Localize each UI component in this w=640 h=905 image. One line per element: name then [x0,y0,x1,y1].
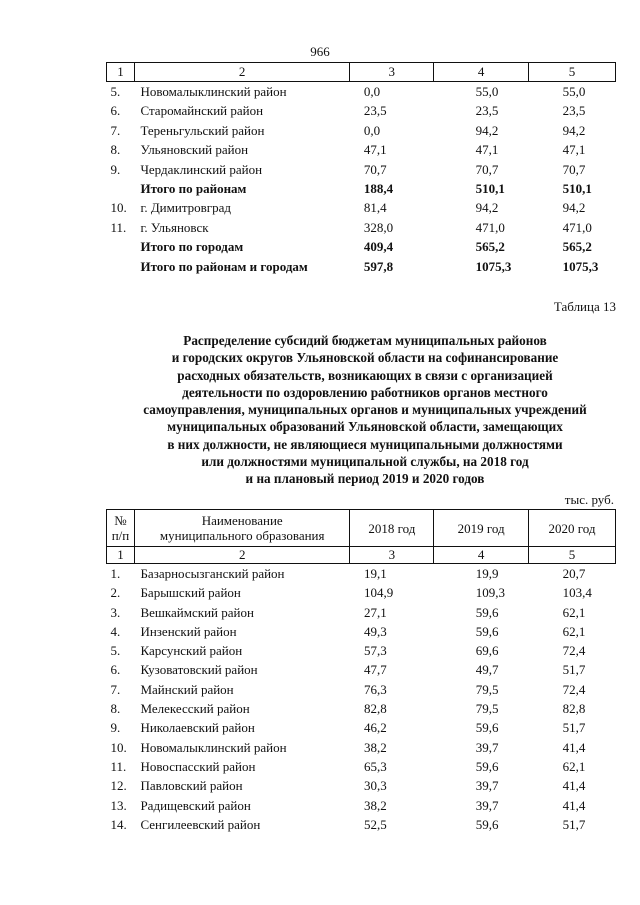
row-number [107,257,135,276]
table-row [107,121,616,140]
municipality-name: Ульяновский район [140,142,249,158]
municipality-name: г. Ульяновск [140,219,209,235]
table-row [107,140,616,159]
table-title [120,332,610,488]
municipality-name: Чердаклинский район [140,161,263,177]
value-2019: 59,6 [475,758,499,774]
municipality-name: Новомалыклинский район [140,84,287,99]
value-2018: 76,3 [363,681,387,697]
value-2020: 103,4 [562,585,592,601]
value-2019: 59,6 [475,604,499,620]
municipality-name: Вешкаймский район [140,604,254,620]
header-name-line2: муниципального образования [159,528,325,543]
title-line: муниципальных образований Ульяновской области, замещающих [167,419,563,435]
municipality-name: Тереньгульский район [140,122,265,138]
value-2019: 79,5 [475,701,499,717]
value-2018: 38,2 [363,739,387,755]
value-2020: 41,4 [562,739,586,755]
value-2020: 510,1 [562,181,592,197]
table-row [107,815,616,834]
municipality-name: Новомалыклинский район [140,739,287,755]
value-2020: 20,7 [562,566,586,581]
value-2020: 70,7 [562,161,586,177]
row-number: 3. [110,604,121,620]
value-2019: 79,5 [475,681,499,697]
column-number: 3 [350,547,434,564]
row-number: 13. [110,797,127,813]
value-2019: 59,6 [475,623,499,639]
value-2018: 46,2 [363,720,387,736]
title-line: и городских округов Ульяновской области на софинансирование [171,350,559,366]
table-row [107,179,616,198]
value-2019: 55,0 [475,84,499,99]
table-row [107,237,616,256]
table-row [107,641,616,660]
value-2019: 39,7 [475,797,499,813]
table-row [107,680,616,699]
value-2019: 39,7 [475,739,499,755]
row-number: 2. [110,585,121,601]
value-2018: 70,7 [363,161,387,177]
value-2019: 1075,3 [475,258,512,274]
value-2018: 57,3 [363,643,387,659]
header-2020: 2020 год [529,510,616,547]
row-number: 10. [110,739,127,755]
value-2019: 39,7 [475,778,499,794]
row-number [107,179,135,198]
units-label: тыс. руб. [564,492,614,507]
value-2020: 51,7 [562,816,586,832]
value-2019: 23,5 [475,103,499,119]
column-number: 1 [107,63,135,82]
row-number: 6. [110,662,121,678]
value-2018: 65,3 [363,758,387,774]
row-number: 14. [110,816,127,832]
table-row [107,738,616,757]
value-2019: 59,6 [475,816,499,832]
row-number: 5. [110,643,121,659]
table-row [107,82,616,102]
value-2020: 82,8 [562,701,586,717]
table-row [107,564,616,584]
value-2019: 471,0 [475,219,505,235]
column-number: 1 [107,547,135,564]
column-number: 3 [350,63,434,82]
value-2020: 565,2 [562,239,592,255]
column-number-row [107,63,616,82]
municipality-name: Барышский район [140,585,241,601]
municipality-name: Итого по городам [140,239,244,255]
page-number: 966 [310,44,330,59]
value-2019: 510,1 [475,181,505,197]
table-row [107,660,616,679]
municipality-name: Базарносызганский район [140,566,285,581]
value-2020: 62,1 [562,623,586,639]
title-line: Распределение субсидий бюджетам муниципальных районов [183,333,547,348]
municipality-name: Инзенский район [140,623,237,639]
value-2018: 328,0 [363,219,394,235]
value-2020: 51,7 [562,662,586,678]
value-2018: 38,2 [363,797,387,813]
column-number: 4 [434,547,529,564]
value-2018: 0,0 [363,84,381,99]
table-row [107,160,616,179]
table-row [107,101,616,120]
title-line: деятельности по оздоровлению работников органов местного [182,384,548,400]
municipality-name: Мелекесский район [140,701,250,717]
value-2020: 41,4 [562,778,586,794]
municipality-name: Николаевский район [140,720,255,736]
table-row [107,776,616,795]
table-label: Таблица 13 [553,299,616,314]
table-row [107,796,616,815]
row-number: 4. [110,623,121,639]
row-number [107,237,135,256]
row-number: 12. [110,778,127,794]
value-2018: 27,1 [363,604,387,620]
value-2019: 70,7 [475,161,499,177]
header-number-line1: № [114,513,127,528]
value-2018: 47,7 [363,662,387,678]
value-2020: 471,0 [562,219,592,235]
municipality-name: Итого по районам и городам [140,258,308,274]
value-2018: 104,9 [363,585,394,601]
value-2020: 72,4 [562,681,586,697]
value-2018: 0,0 [363,122,381,138]
header-name [134,510,349,547]
row-number: 6. [110,103,121,119]
value-2020: 94,2 [562,122,586,138]
municipality-name: Старомайнский район [140,103,264,119]
column-number: 2 [134,547,349,564]
row-number: 7. [110,681,121,697]
row-number: 11. [110,758,127,774]
table-header-row [107,510,616,547]
municipality-name: Итого по районам [140,181,247,197]
value-2020: 47,1 [562,142,586,158]
municipality-name: Карсунский район [140,643,243,659]
header-2018: 2018 год [350,510,434,547]
value-2019: 47,1 [475,142,499,158]
row-number: 8. [110,142,121,158]
municipality-name: Радищевский район [140,797,251,813]
table-row [107,699,616,718]
value-2018: 188,4 [363,181,394,197]
value-2018: 597,8 [363,258,394,274]
subsidy-table [106,509,616,834]
value-2020: 94,2 [562,200,586,216]
value-2020: 1075,3 [562,258,599,274]
column-number: 4 [434,63,529,82]
title-line: или должностями муниципальной службы, на 2018 год [201,454,529,470]
row-number: 1. [110,566,121,581]
value-2018: 49,3 [363,623,387,639]
municipality-name: Павловский район [140,778,243,794]
municipality-name: Майнский район [140,681,234,697]
value-2019: 565,2 [475,239,505,255]
row-number: 10. [110,200,127,216]
title-line: самоуправления, муниципальных органов и муниципальных учреждений [143,402,587,418]
column-number: 2 [134,63,349,82]
value-2020: 41,4 [562,797,586,813]
value-2019: 19,9 [475,566,499,581]
row-number: 9. [110,161,121,177]
value-2018: 409,4 [363,239,394,255]
title-line: в них должности, не являющиеся муниципальными должностями [167,436,563,452]
value-2018: 19,1 [363,566,387,581]
value-2019: 109,3 [475,585,505,601]
column-number: 5 [529,547,616,564]
municipality-name: Кузоватовский район [140,662,258,678]
row-number: 11. [110,219,127,235]
value-2018: 30,3 [363,778,387,794]
table-row [107,583,616,602]
value-2018: 52,5 [363,816,387,832]
continuation-table [106,62,616,276]
header-2019: 2019 год [434,510,529,547]
value-2018: 23,5 [363,103,387,119]
value-2019: 94,2 [475,122,499,138]
value-2020: 72,4 [562,643,586,659]
table-row [107,257,616,276]
header-number-line2: п/п [111,528,130,543]
row-number: 5. [110,84,121,99]
table-row [107,757,616,776]
value-2018: 47,1 [363,142,387,158]
table-row [107,198,616,217]
value-2018: 81,4 [363,200,387,216]
value-2019: 94,2 [475,200,499,216]
column-number-row [107,547,616,564]
title-line: расходных обязательств, возникающих в связи с организацией [177,367,553,383]
value-2020: 62,1 [562,758,586,774]
municipality-name: г. Димитровград [140,200,232,216]
table-row [107,718,616,737]
value-2020: 23,5 [562,103,586,119]
row-number: 9. [110,720,121,736]
column-number: 5 [529,63,616,82]
value-2019: 69,6 [475,643,499,659]
row-number: 8. [110,701,121,717]
table-row [107,603,616,622]
value-2019: 59,6 [475,720,499,736]
value-2020: 62,1 [562,604,586,620]
title-line: и на плановый период 2019 и 2020 годов [245,471,485,487]
table-row [107,218,616,237]
header-number [107,510,135,547]
value-2019: 49,7 [475,662,499,678]
municipality-name: Новоспасский район [140,758,256,774]
row-number: 7. [110,122,121,138]
value-2020: 51,7 [562,720,586,736]
municipality-name: Сенгилеевский район [140,816,261,832]
header-name-line1: Наименование [201,513,283,528]
value-2020: 55,0 [562,84,586,99]
value-2018: 82,8 [363,701,387,717]
table-row [107,622,616,641]
